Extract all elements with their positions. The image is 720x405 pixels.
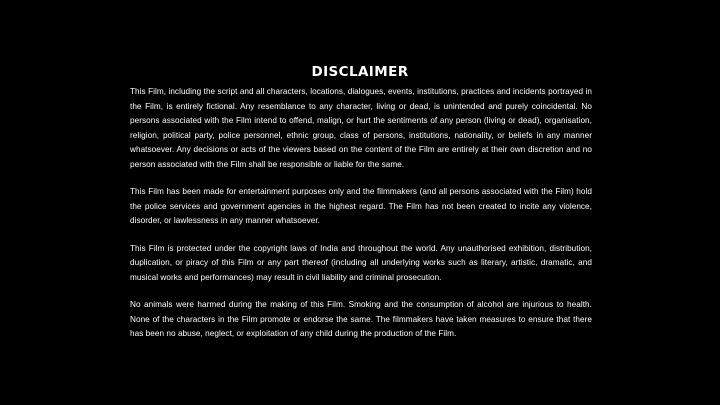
disclaimer-paragraph-entertainment: This Film has been made for entertainment purposes only and the filmmakers (and all persons associated with the Film) hold the police services and government agencies in the highest regard. The Film has not been created to incite any violence, disorder, or lawlessness in any manner whatsoever. [130, 187, 592, 225]
disclaimer-paragraph-copyright: This Film is protected under the copyright laws of India and throughout the world. Any unauthorised exhibition, distribution, duplication, or piracy of this Film or any part thereof (including all underlying works such as literary, artistic, dramatic, and musical works and performances) may result in civil liability and criminal prosecution. [130, 243, 592, 282]
disclaimer-paragraph-fiction: This Film, including the script and all characters, locations, dialogues, events, institutions, practices and incidents portrayed in the Film, is entirely fictional. Any resemblance to any character, living or dead, is unintended and purely coincidental. No persons associated with the Film intend to offend, malign, or hurt the sentiments of any person (living or dead), organisation, religion, political party, police personnel, ethnic group, class of persons, institutions, nationality, or beliefs in any manner whatsoever. Any decisions or acts of the viewers based on the content of the Film are entirely at their own discretion and no person associated with the Film shall be responsible or liable for the same. [130, 87, 592, 169]
disclaimer-title: DISCLAIMER [311, 64, 409, 80]
disclaimer-body [130, 85, 592, 355]
disclaimer-paragraph-animals-health: No animals were harmed during the making of this Film. Smoking and the consumption of alcohol are injurious to health. None of the characters in the Film promote or endorse the same. The filmmakers have taken measures to ensure that there has been no abuse, neglect, or exploitation of any child during the production of the Film. [130, 300, 592, 338]
